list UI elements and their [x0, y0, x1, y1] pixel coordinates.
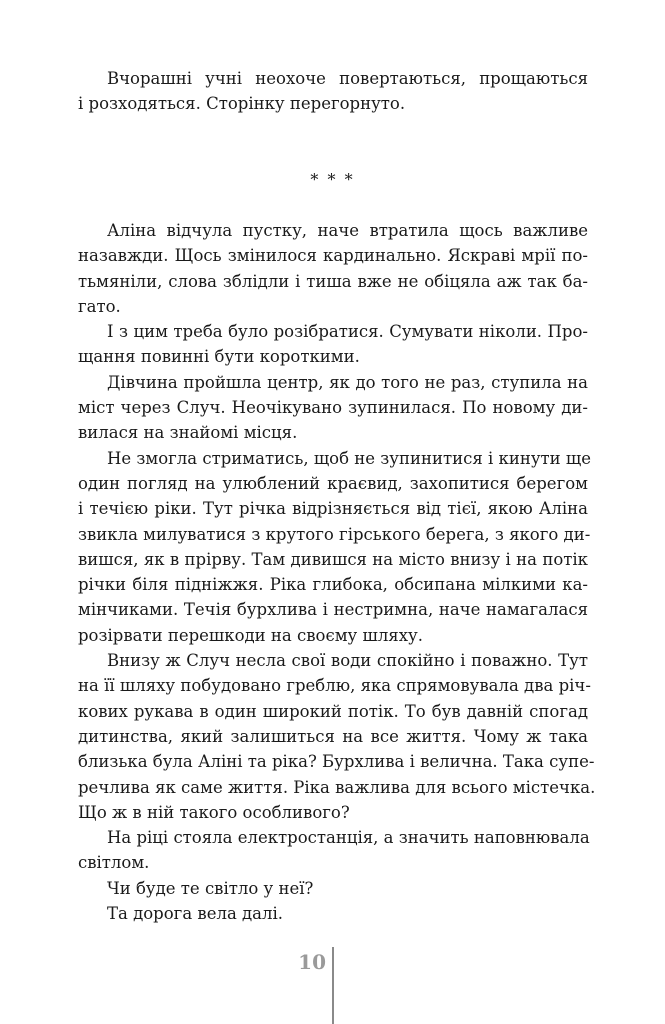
section-separator: * * * — [310, 170, 355, 189]
text-line: Внизу ж Случ несла свої води спокійно і поважно. Тут — [107, 651, 588, 671]
text-line: Аліна відчула пустку, наче втратила щось важливе — [107, 221, 588, 240]
text-line: дитинства, який залишиться на все життя. Чому ж така — [78, 726, 588, 746]
paragraph — [78, 876, 588, 901]
text-line: Не змогла стриматись, щоб не зупинитися і кинути ще — [107, 448, 592, 468]
text-line: на її шляху побудовано греблю, яка спрямовувала два річ- — [78, 676, 591, 696]
text-line: Що ж в ній такого особливого? — [78, 802, 350, 822]
paragraph — [78, 319, 588, 370]
text-line: вишся, як в прірву. Там дивишся на місто внизу і на потік — [78, 549, 588, 569]
paragraph — [78, 446, 592, 648]
main-text — [78, 218, 596, 926]
text-line: Дівчина пройшла центр, як до того не раз, ступила на — [107, 372, 588, 392]
text-line: І з цим треба було розібратися. Сумувати ніколи. Про- — [107, 322, 588, 342]
paragraph — [78, 825, 588, 876]
text-line: тьмяніли, слова зблідли і тиша вже не обіцяла аж так ба- — [78, 271, 588, 291]
text-line: Та дорога вела далі. — [107, 904, 284, 924]
paragraph — [78, 218, 588, 319]
paragraph — [78, 370, 588, 446]
text-line: і течією ріки. Тут річка відрізняється від тієї, якою Аліна — [78, 499, 588, 519]
text-line: кових рукава в один широкий потік. То був давній спогад — [78, 701, 588, 721]
text-line: звикла милуватися з крутого гірського берега, з якого ди- — [78, 524, 591, 544]
text-line: світлом. — [78, 853, 150, 873]
page-number-rule — [332, 947, 334, 1024]
text-line: розірвати перешкоди на своєму шляху. — [78, 625, 423, 645]
text-line: вилася на знайомі місця. — [78, 423, 298, 443]
text-line: гато. — [78, 296, 121, 316]
text-line: міст через Случ. Неочікувано зупинилася. По новому ди- — [78, 398, 588, 418]
text-line: На ріці стояла електростанція, а значить наповнювала — [107, 828, 590, 848]
text-line: Чи буде те світло у неї? — [107, 878, 314, 898]
paragraph — [78, 901, 588, 926]
text-line: один погляд на улюблений краєвид, захопитися берегом — [78, 473, 588, 493]
text-line: щання повинні бути короткими. — [78, 347, 360, 367]
page-number: 10 — [298, 950, 326, 974]
text-line: речлива як саме життя. Ріка важлива для всього містечка. — [78, 777, 596, 797]
text-line: мінчиками. Течія бурхлива і нестримна, наче намагалася — [78, 600, 588, 620]
text-line: Вчорашні учні неохоче повертаються, прощаються — [107, 69, 588, 88]
text-line: і розходяться. Сторінку перегорнуто. — [78, 94, 406, 114]
text-line: річки біля підніжжя. Ріка глибока, обсипана мілкими ка- — [78, 575, 588, 595]
text-line: близька була Аліні та ріка? Бурхлива і велична. Така супе- — [78, 752, 595, 772]
top-paragraph — [78, 66, 588, 117]
text-line: назавжди. Щось змінилося кардинально. Яскраві мрії по- — [78, 246, 588, 266]
paragraph — [78, 648, 596, 825]
